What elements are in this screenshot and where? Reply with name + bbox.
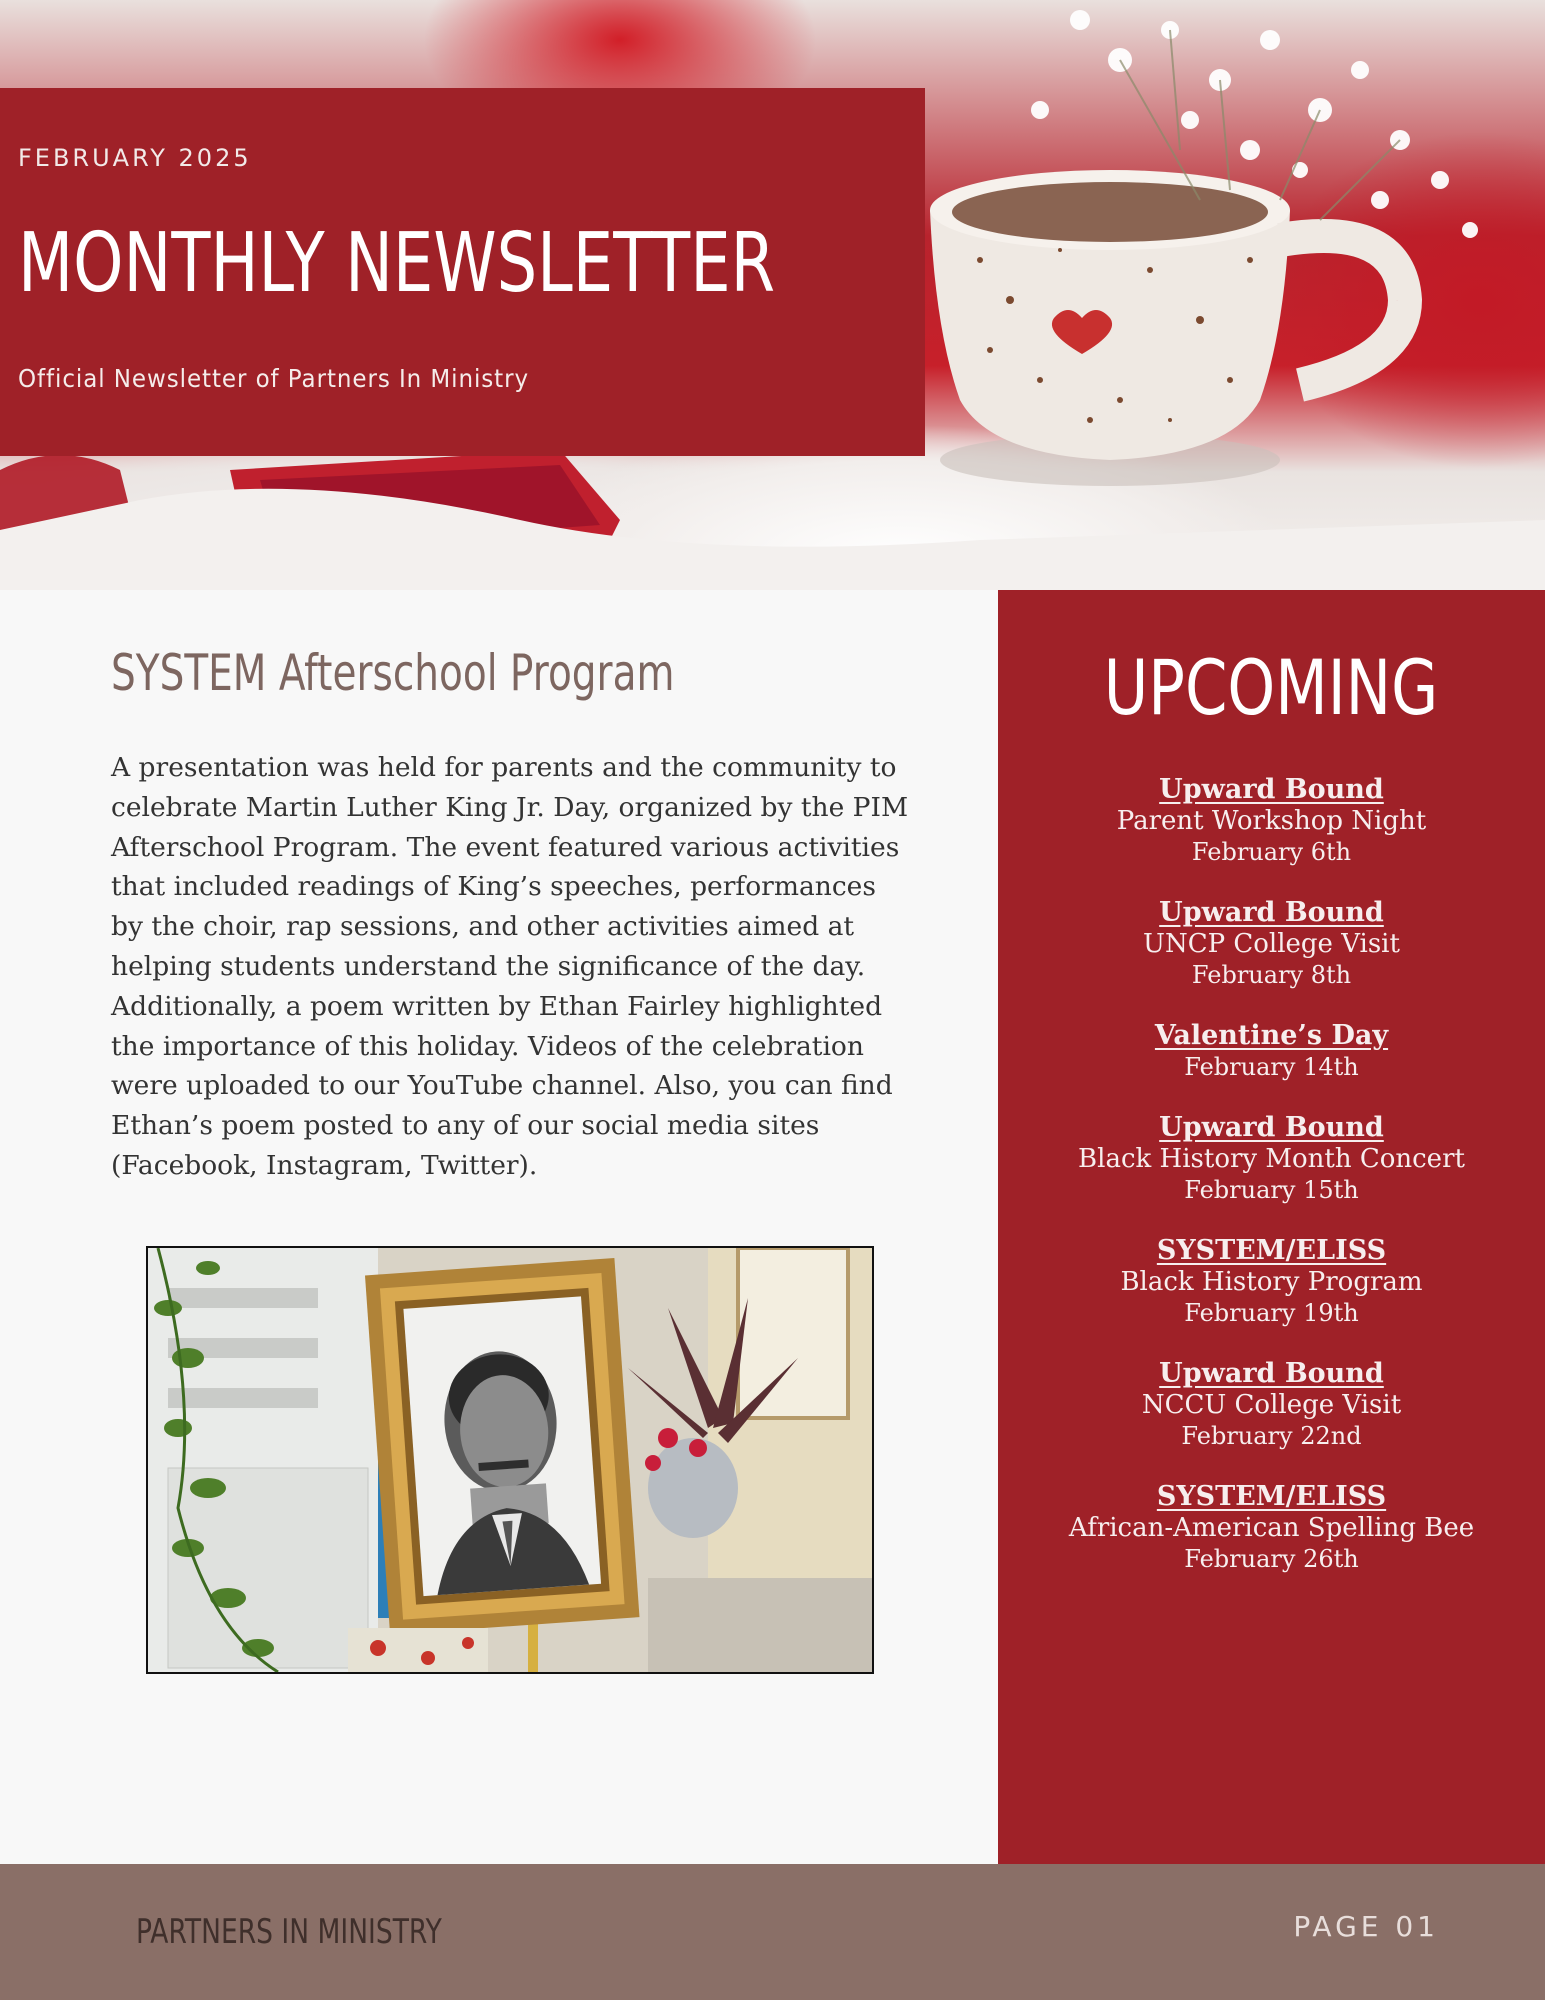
event-name: Upward Bound: [1159, 897, 1384, 928]
hero-banner: [0, 0, 1545, 590]
event-name: Upward Bound: [1159, 774, 1384, 805]
event-date: February 26th: [1184, 1545, 1359, 1573]
event-name: SYSTEM/ELISS: [1156, 1235, 1387, 1266]
event-date: February 19th: [1184, 1299, 1359, 1327]
event-detail: NCCU College Visit: [1141, 1390, 1402, 1420]
event-item: [998, 897, 1545, 990]
upcoming-title-text: UPCOMING: [1104, 643, 1439, 732]
newsletter-subtitle: Official Newsletter of Partners In Ministry: [18, 364, 530, 393]
event-item: [998, 1235, 1545, 1328]
event-item: [998, 1020, 1545, 1082]
event-item: [998, 774, 1545, 867]
upcoming-sidebar: [998, 590, 1545, 1864]
article-heading: SYSTEM Afterschool Program: [111, 644, 675, 702]
upcoming-title: [998, 643, 1545, 732]
event-date: February 6th: [1191, 838, 1352, 866]
event-detail: Black History Program: [1120, 1267, 1423, 1297]
event-item: [998, 1358, 1545, 1451]
article-body: A presentation was held for parents and the community to celebrate Martin Luther King Jr. Day, organized by the PIM Afterschool Program. The event featured various activities that included readings of King’s speeches, performances by the choir, rap sessions, and other activities aimed at helping students understand the significance of the day. Additionally, a poem written by Ethan Fairley highlighted the importance of this holiday. Videos of the celebration were uploaded to our YouTube channel. Also, you can find Ethan’s poem posted to any of our social media sites (Facebook, Instagram, Twitter).: [111, 752, 909, 1181]
event-item: [998, 1112, 1545, 1205]
mlk-portrait-image: [148, 1248, 872, 1672]
event-date: February 15th: [1184, 1176, 1359, 1204]
event-name: SYSTEM/ELISS: [1156, 1481, 1387, 1512]
footer-org-name: PARTNERS IN MINISTRY: [136, 1912, 442, 1952]
mlk-portrait-photo: [146, 1246, 874, 1674]
event-name: Valentine’s Day: [1154, 1020, 1389, 1051]
footer: [0, 1864, 1545, 2000]
newsletter-title: MONTHLY NEWSLETTER: [18, 216, 776, 311]
main-article: [0, 590, 998, 1864]
event-name: Upward Bound: [1159, 1112, 1384, 1143]
upcoming-events-list: [998, 774, 1545, 1604]
event-date: February 22nd: [1181, 1422, 1362, 1450]
event-date: February 14th: [1184, 1053, 1359, 1081]
issue-date: FEBRUARY 2025: [18, 144, 252, 172]
event-detail: African-American Spelling Bee: [1068, 1513, 1475, 1543]
header-box: [0, 88, 925, 456]
page-number: PAGE 01: [1293, 1910, 1439, 1943]
event-detail: UNCP College Visit: [1143, 929, 1400, 959]
event-date: February 8th: [1191, 961, 1352, 989]
event-detail: Black History Month Concert: [1078, 1144, 1465, 1174]
event-item: [998, 1481, 1545, 1574]
event-name: Upward Bound: [1159, 1358, 1384, 1389]
event-detail: Parent Workshop Night: [1116, 806, 1427, 836]
